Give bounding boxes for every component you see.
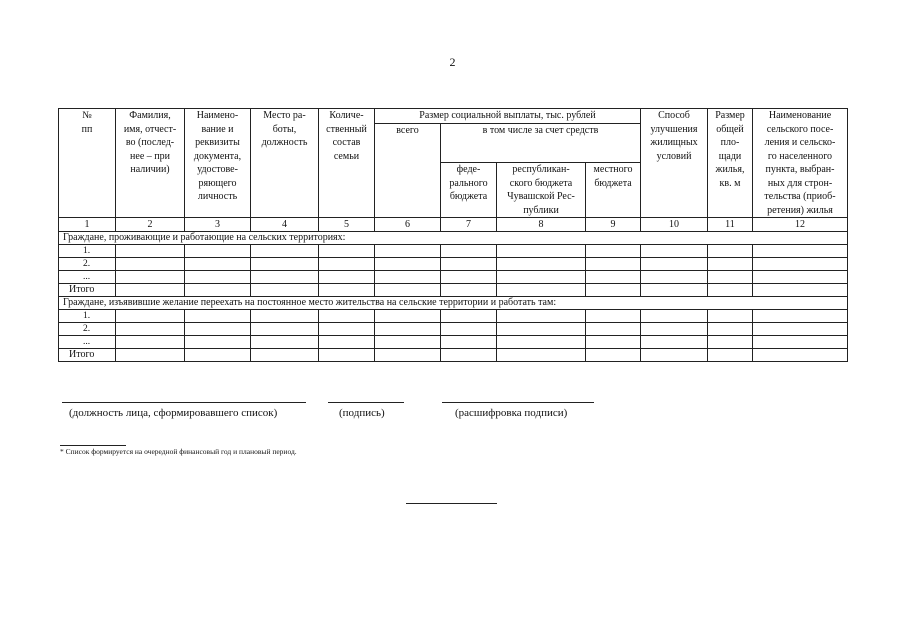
header-line: ретения) жилья: [767, 204, 833, 216]
table-cell: [375, 271, 441, 284]
header-line: пункта, выбран-: [765, 164, 835, 175]
table-cell: [185, 258, 251, 271]
table-cell: [641, 310, 708, 323]
table-cell: [586, 349, 641, 362]
header-total: [375, 123, 441, 218]
header-line: кв. м: [719, 177, 741, 189]
table-cell: [251, 245, 319, 258]
header-federal: [441, 163, 497, 218]
table-cell: [641, 245, 708, 258]
header-line: пло-: [720, 137, 740, 148]
table-cell: [586, 271, 641, 284]
header-line: жилищных: [650, 137, 698, 148]
table-cell: [441, 310, 497, 323]
table-cell: [497, 349, 586, 362]
table-cell: [497, 258, 586, 271]
table-cell: [116, 284, 185, 297]
table-cell: [375, 310, 441, 323]
column-number: 12: [753, 218, 848, 232]
header-line: должность: [261, 137, 308, 148]
header-line: ления и сельско-: [764, 137, 836, 148]
table-cell: [116, 323, 185, 336]
page-number: 2: [449, 55, 456, 69]
table-cell: [375, 284, 441, 297]
table-cell: [641, 284, 708, 297]
table-cell: [497, 271, 586, 284]
position-label: (должность лица, сформировавшего список): [69, 407, 278, 419]
header-line: Количе-: [329, 110, 364, 121]
column-number-row: [59, 218, 848, 232]
table-cell: [753, 284, 848, 297]
header-index: [59, 109, 116, 218]
table-cell: [251, 258, 319, 271]
table-cell: [251, 336, 319, 349]
table-row: [59, 258, 848, 271]
table-cell: [185, 323, 251, 336]
table-cell: [441, 284, 497, 297]
header-line: ского бюджета: [509, 177, 573, 189]
table-row: [59, 323, 848, 336]
header-full-name: [116, 109, 185, 218]
header-area: [708, 109, 753, 218]
table-row: [59, 310, 848, 323]
row-index: 1.: [59, 310, 116, 323]
header-line: Фамилия,: [129, 110, 171, 121]
total-label: Итого: [59, 284, 116, 297]
table-cell: [753, 245, 848, 258]
table-cell: [185, 245, 251, 258]
header-line: имя, отчест-: [123, 123, 177, 135]
table-row: [59, 245, 848, 258]
header-republic: [497, 163, 586, 218]
header-line: го населенного: [767, 150, 833, 162]
table-cell: [441, 349, 497, 362]
table-cell: [708, 323, 753, 336]
table-cell: [375, 323, 441, 336]
header-id-document: [185, 109, 251, 218]
table-cell: [319, 284, 375, 297]
header-settlement: [753, 109, 848, 218]
header-line: публики: [523, 204, 559, 216]
header-line: щади: [718, 150, 742, 162]
row-index: ...: [59, 336, 116, 349]
header-line: пп: [81, 123, 93, 135]
table-cell: [641, 271, 708, 284]
table-cell: [708, 336, 753, 349]
header-line: Наимено-: [196, 110, 239, 121]
header-line: личность: [197, 191, 238, 202]
header-line: Место ра-: [263, 110, 306, 121]
table-cell: [116, 258, 185, 271]
table-cell: [251, 271, 319, 284]
section-title: Граждане, проживающие и работающие на сельских территориях:: [59, 232, 848, 245]
table-cell: [753, 271, 848, 284]
header-line: нее – при: [130, 150, 170, 162]
header-line: боты,: [272, 123, 297, 135]
header-line: наличии): [130, 164, 170, 175]
header-family-size: [319, 109, 375, 218]
table-cell: [251, 323, 319, 336]
header-payment-group: Размер социальной выплаты, тыс. рублей: [375, 109, 641, 124]
table-cell: [251, 349, 319, 362]
end-rule: [406, 503, 497, 504]
column-number: 3: [185, 218, 251, 232]
column-number: 9: [586, 218, 641, 232]
table-cell: [441, 258, 497, 271]
table-row: [59, 271, 848, 284]
header-funds-group: в том числе за счет средств: [441, 123, 641, 163]
table-cell: [319, 349, 375, 362]
table-cell: [116, 245, 185, 258]
header-line: жилья,: [715, 164, 745, 175]
header-line: рального: [449, 177, 488, 189]
table-cell: [753, 336, 848, 349]
header-line: реквизиты: [195, 137, 240, 148]
table-cell: [641, 349, 708, 362]
column-number: 1: [59, 218, 116, 232]
row-index: 2.: [59, 258, 116, 271]
table-cell: [708, 258, 753, 271]
header-line: удостове-: [197, 164, 238, 175]
table-cell: [641, 258, 708, 271]
table-cell: [753, 310, 848, 323]
table-cell: [586, 310, 641, 323]
table-cell: [375, 245, 441, 258]
table-cell: [497, 323, 586, 336]
header-line: Наименование: [768, 110, 832, 121]
header-line: всего: [396, 124, 419, 136]
table-cell: [319, 336, 375, 349]
header-line: во (послед-: [125, 137, 175, 148]
column-number: 8: [497, 218, 586, 232]
header-line: Чувашской Рес-: [507, 191, 575, 202]
header-line: тельства (приоб-: [764, 191, 836, 202]
table-cell: [586, 245, 641, 258]
header-line: местного: [593, 164, 633, 175]
table-cell: [319, 323, 375, 336]
section-row: [59, 232, 848, 245]
table-cell: [708, 284, 753, 297]
total-row: [59, 349, 848, 362]
header-line: общей: [716, 123, 744, 135]
header-line: Способ: [658, 110, 690, 121]
table-cell: [185, 310, 251, 323]
table-cell: [753, 258, 848, 271]
table-cell: [185, 349, 251, 362]
header-line: ных для строн-: [767, 177, 833, 189]
header-line: вание и: [201, 123, 234, 135]
table-cell: [708, 349, 753, 362]
table-cell: [185, 336, 251, 349]
table-cell: [319, 310, 375, 323]
table-cell: [375, 336, 441, 349]
header-line: бюджета: [449, 191, 488, 202]
table-cell: [375, 258, 441, 271]
footnote-rule: [60, 445, 126, 446]
table-cell: [185, 284, 251, 297]
table-cell: [116, 271, 185, 284]
table-cell: [753, 323, 848, 336]
table-cell: [497, 310, 586, 323]
table-cell: [116, 336, 185, 349]
section-title: Граждане, изъявившие желание переехать на постоянное место жительства на сельские территории и работать там:: [59, 297, 848, 310]
table-cell: [251, 284, 319, 297]
header-line: феде-: [456, 164, 481, 175]
row-index: ...: [59, 271, 116, 284]
table-cell: [319, 245, 375, 258]
table-cell: [497, 245, 586, 258]
header-line: ряющего: [198, 177, 237, 189]
table-cell: [185, 271, 251, 284]
header-line: республикан-: [512, 164, 570, 175]
column-number: 6: [375, 218, 441, 232]
table-cell: [586, 284, 641, 297]
table-cell: [116, 310, 185, 323]
decryption-signature-line: [442, 402, 594, 403]
header-line: улучшения: [650, 123, 698, 135]
header-line: условий: [656, 150, 692, 162]
table-cell: [441, 245, 497, 258]
total-label: Итого: [59, 349, 116, 362]
footnote: * Список формируется на очередной финансовый год и плановый период.: [60, 447, 297, 456]
table-cell: [116, 349, 185, 362]
header-line: сельского посе-: [766, 123, 834, 135]
signature-line: [328, 402, 404, 403]
table-cell: [753, 349, 848, 362]
header-improvement-method: [641, 109, 708, 218]
table-cell: [708, 245, 753, 258]
header-line: семьи: [333, 150, 360, 162]
table-cell: [586, 258, 641, 271]
table-cell: [641, 323, 708, 336]
signature-label: (подпись): [339, 407, 385, 419]
table-row: [59, 336, 848, 349]
header-line: Размер: [715, 110, 745, 121]
table-cell: [319, 258, 375, 271]
table-cell: [497, 336, 586, 349]
row-index: 2.: [59, 323, 116, 336]
column-number: 11: [708, 218, 753, 232]
table-cell: [441, 271, 497, 284]
table-cell: [708, 310, 753, 323]
table-cell: [375, 349, 441, 362]
table-cell: [586, 323, 641, 336]
header-local: [586, 163, 641, 218]
header-line: состав: [332, 137, 361, 148]
table-cell: [441, 336, 497, 349]
recipients-table: [58, 108, 848, 362]
column-number: 7: [441, 218, 497, 232]
column-number: 10: [641, 218, 708, 232]
total-row: [59, 284, 848, 297]
table-cell: [708, 271, 753, 284]
table-cell: [497, 284, 586, 297]
position-signature-line: [62, 402, 306, 403]
header-line: №: [82, 110, 92, 121]
header-line: документа,: [193, 150, 242, 162]
column-number: 4: [251, 218, 319, 232]
table-cell: [641, 336, 708, 349]
header-line: бюджета: [594, 177, 632, 189]
table-cell: [586, 336, 641, 349]
row-index: 1.: [59, 245, 116, 258]
header-line: ственный: [326, 123, 367, 135]
column-number: 2: [116, 218, 185, 232]
table-cell: [319, 271, 375, 284]
header-workplace: [251, 109, 319, 218]
table-cell: [441, 323, 497, 336]
table-cell: [251, 310, 319, 323]
column-number: 5: [319, 218, 375, 232]
section-row: [59, 297, 848, 310]
decryption-label: (расшифровка подписи): [455, 407, 568, 419]
